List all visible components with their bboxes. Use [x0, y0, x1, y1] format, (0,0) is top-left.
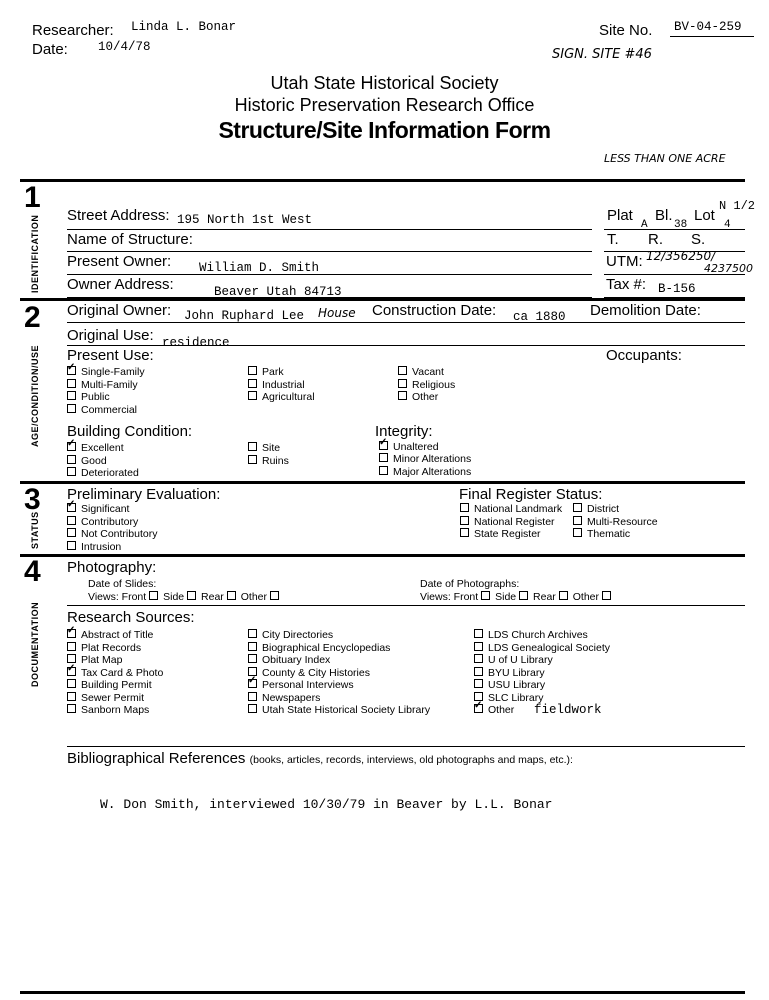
src-tax-card[interactable]: ✓Tax Card & Photo: [67, 667, 163, 679]
section-1-number: 1: [24, 181, 41, 214]
org-line2: Historic Preservation Research Office: [234, 95, 535, 115]
street-value: 195 North 1st West: [177, 213, 313, 227]
present-use-label: Present Use:: [67, 347, 154, 364]
checkbox-icon[interactable]: [227, 591, 236, 600]
form-title: Structure/Site Information Form: [218, 117, 551, 143]
range-label: R.: [648, 231, 663, 248]
section-2-title: AGE/CONDITION/USE: [30, 344, 40, 447]
structure-label: Name of Structure:: [67, 231, 193, 248]
checkbox-icon[interactable]: [474, 667, 483, 676]
owner-address-label: Owner Address:: [67, 276, 174, 293]
prelim-contributory[interactable]: Contributory: [67, 516, 138, 528]
building-condition-label: Building Condition:: [67, 423, 193, 440]
biblio-label: Bibliographical References: [67, 750, 246, 767]
owner-value: William D. Smith: [199, 261, 320, 275]
section-4-number: 4: [24, 555, 41, 588]
checkbox-icon[interactable]: [248, 692, 257, 701]
date-of-slides-label: Date of Slides:: [88, 578, 157, 590]
checkbox-icon[interactable]: [67, 679, 76, 688]
date-value: 10/4/78: [98, 40, 151, 54]
src-obituary-index[interactable]: Obituary Index: [248, 654, 330, 666]
checkbox-icon[interactable]: [474, 629, 483, 638]
checkbox-icon[interactable]: [67, 379, 76, 388]
src-sewer-permit[interactable]: Sewer Permit: [67, 692, 144, 704]
section-1-title: IDENTIFICATION: [30, 214, 40, 293]
checkbox-icon[interactable]: [187, 591, 196, 600]
condition-site[interactable]: Site: [248, 442, 280, 454]
checkbox-icon[interactable]: [379, 466, 388, 475]
src-county-city-histories[interactable]: County & City Histories: [248, 667, 370, 679]
checkbox-icon[interactable]: [67, 642, 76, 651]
biblio-label-small: (books, articles, records, interviews, old photographs and maps, etc.):: [249, 754, 573, 766]
checkbox-checked-icon[interactable]: [379, 441, 388, 450]
checkbox-icon[interactable]: [149, 591, 158, 600]
photos-views-row: Views: Front Side Rear Other: [420, 591, 616, 603]
section-3-number: 3: [24, 483, 41, 516]
checkbox-icon[interactable]: [67, 516, 76, 525]
src-other-value: fieldwork: [534, 703, 602, 717]
checkbox-icon[interactable]: [379, 453, 388, 462]
tax-value: B-156: [658, 282, 696, 296]
condition-ruins[interactable]: Ruins: [248, 455, 289, 467]
src-sanborn-maps[interactable]: Sanborn Maps: [67, 704, 149, 716]
checkbox-icon[interactable]: [67, 528, 76, 537]
biblio-entry: W. Don Smith, interviewed 10/30/79 in Beaver by L.L. Bonar: [100, 797, 553, 812]
checkbox-icon[interactable]: [573, 528, 582, 537]
condition-deteriorated[interactable]: Deteriorated: [67, 467, 139, 479]
date-of-photographs-label: Date of Photographs:: [420, 578, 520, 590]
checkbox-icon[interactable]: [67, 692, 76, 701]
original-use-label: Original Use:: [67, 327, 154, 344]
checkbox-icon[interactable]: [248, 391, 257, 400]
integrity-unaltered[interactable]: ✓Unaltered: [379, 441, 439, 453]
checkbox-icon[interactable]: [519, 591, 528, 600]
checkbox-icon[interactable]: [67, 467, 76, 476]
final-national-landmark[interactable]: National Landmark: [460, 503, 562, 515]
integrity-major[interactable]: Major Alterations: [379, 466, 471, 478]
checkbox-icon[interactable]: [270, 591, 279, 600]
src-plat-map[interactable]: Plat Map: [67, 654, 122, 666]
use-religious[interactable]: Religious: [398, 379, 455, 391]
src-lds-archives[interactable]: LDS Church Archives: [474, 629, 588, 641]
checkbox-icon[interactable]: [474, 679, 483, 688]
src-u-of-u-library[interactable]: U of U Library: [474, 654, 553, 666]
use-park[interactable]: Park: [248, 366, 284, 378]
occupants-label: Occupants:: [606, 347, 682, 364]
use-public[interactable]: Public: [67, 391, 110, 403]
checkbox-icon[interactable]: [67, 654, 76, 663]
site-hand-note: SIGN. SITE #46: [552, 47, 652, 62]
checkbox-icon[interactable]: [67, 541, 76, 550]
final-thematic[interactable]: Thematic: [573, 528, 630, 540]
final-district[interactable]: District: [573, 503, 619, 515]
preliminary-evaluation-label: Preliminary Evaluation:: [67, 486, 221, 503]
prelim-intrusion[interactable]: Intrusion: [67, 541, 121, 553]
checkbox-icon[interactable]: [460, 528, 469, 537]
checkbox-icon[interactable]: [460, 516, 469, 525]
src-slc-library[interactable]: SLC Library: [474, 692, 543, 704]
prelim-not-contributory[interactable]: Not Contributory: [67, 528, 157, 540]
checkbox-checked-icon[interactable]: [67, 366, 76, 375]
src-lds-genealogical[interactable]: LDS Genealogical Society: [474, 642, 610, 654]
checkbox-checked-icon[interactable]: [67, 667, 76, 676]
checkbox-icon[interactable]: [398, 379, 407, 388]
research-sources-label: Research Sources:: [67, 609, 195, 626]
utm-value: 12/356250/: [646, 249, 716, 263]
use-multi-family[interactable]: Multi-Family: [67, 379, 138, 391]
checkbox-checked-icon[interactable]: [474, 704, 483, 713]
condition-good[interactable]: Good: [67, 455, 107, 467]
construction-date-label: Construction Date:: [372, 302, 497, 319]
owner-address-value: Beaver Utah 84713: [214, 285, 342, 299]
checkbox-icon[interactable]: [398, 391, 407, 400]
original-use-value: residence: [162, 336, 230, 350]
checkbox-icon[interactable]: [460, 503, 469, 512]
src-building-permit[interactable]: Building Permit: [67, 679, 152, 691]
checkbox-checked-icon[interactable]: [67, 503, 76, 512]
plat-value: A: [641, 219, 648, 231]
src-abstract-of-title[interactable]: ✓Abstract of Title: [67, 629, 153, 641]
section-4-title: DOCUMENTATION: [30, 601, 40, 687]
checkbox-icon[interactable]: [67, 704, 76, 713]
checkbox-icon[interactable]: [67, 404, 76, 413]
use-industrial[interactable]: Industrial: [248, 379, 305, 391]
checkbox-checked-icon[interactable]: [67, 442, 76, 451]
original-owner-value: John Ruphard Lee: [184, 309, 305, 323]
checkbox-icon[interactable]: [481, 591, 490, 600]
utm-value-2: 4237500: [704, 262, 753, 275]
section-2-number: 2: [24, 301, 41, 334]
block-value: 38: [674, 219, 688, 231]
slides-views-row: Views: Front Side Rear Other: [88, 591, 284, 603]
researcher-label: Researcher:: [32, 22, 114, 39]
src-byu-library[interactable]: BYU Library: [474, 667, 545, 679]
checkbox-icon[interactable]: [602, 591, 611, 600]
final-national-register[interactable]: National Register: [460, 516, 555, 528]
checkbox-icon[interactable]: [248, 442, 257, 451]
photography-label: Photography:: [67, 559, 157, 576]
section-3-title: STATUS: [30, 511, 40, 549]
utm-label: UTM:: [606, 253, 643, 270]
checkbox-icon[interactable]: [67, 455, 76, 464]
owner-label: Present Owner:: [67, 253, 172, 270]
site-no-value: BV-04-259: [674, 20, 742, 34]
final-state-register[interactable]: State Register: [460, 528, 541, 540]
bibliographical-references: [67, 750, 573, 767]
integrity-label: Integrity:: [375, 423, 433, 440]
org-line1: Utah State Historical Society: [270, 73, 499, 93]
checkbox-icon[interactable]: [248, 704, 257, 713]
src-personal-interviews[interactable]: ✓Personal Interviews: [248, 679, 354, 691]
demolition-date-label: Demolition Date:: [590, 302, 701, 319]
checkbox-icon[interactable]: [248, 379, 257, 388]
original-owner-hand: House: [318, 306, 356, 320]
checkbox-icon[interactable]: [573, 503, 582, 512]
src-biographical[interactable]: Biographical Encyclopedias: [248, 642, 390, 654]
lot-label: Lot: [694, 207, 715, 224]
checkbox-icon[interactable]: [67, 391, 76, 400]
use-other[interactable]: Other: [398, 391, 438, 403]
checkbox-icon[interactable]: [474, 654, 483, 663]
use-commercial[interactable]: Commercial: [67, 404, 137, 416]
checkbox-icon[interactable]: [559, 591, 568, 600]
street-label: Street Address:: [67, 207, 170, 224]
prelim-significant[interactable]: ✓Significant: [67, 503, 129, 515]
lot-value: 4: [724, 219, 731, 231]
plat-label: Plat: [607, 207, 633, 224]
township-label: T.: [607, 231, 619, 248]
section-label: S.: [691, 231, 706, 248]
checkbox-icon[interactable]: [248, 455, 257, 464]
src-usu-library[interactable]: USU Library: [474, 679, 545, 691]
integrity-minor[interactable]: Minor Alterations: [379, 453, 471, 465]
src-city-directories[interactable]: City Directories: [248, 629, 333, 641]
checkbox-icon[interactable]: [248, 366, 257, 375]
checkbox-icon[interactable]: [248, 654, 257, 663]
use-vacant[interactable]: Vacant: [398, 366, 444, 378]
checkbox-icon[interactable]: [474, 642, 483, 651]
block-label: Bl.: [655, 207, 673, 224]
src-plat-records[interactable]: Plat Records: [67, 642, 141, 654]
src-ushs-library[interactable]: Utah State Historical Society Library: [248, 704, 430, 716]
checkbox-icon[interactable]: [248, 629, 257, 638]
tax-label: Tax #:: [606, 276, 647, 293]
final-register-status-label: Final Register Status:: [459, 486, 603, 503]
checkbox-checked-icon[interactable]: [248, 679, 257, 688]
final-multi-resource[interactable]: Multi-Resource: [573, 516, 658, 528]
src-other[interactable]: ✓Other: [474, 704, 514, 716]
checkbox-icon[interactable]: [248, 642, 257, 651]
checkbox-icon[interactable]: [573, 516, 582, 525]
acre-note: LESS THAN ONE ACRE: [604, 152, 726, 165]
date-label: Date:: [32, 41, 68, 58]
src-newspapers[interactable]: Newspapers: [248, 692, 320, 704]
lot-note: N 1/2: [719, 199, 756, 213]
site-no-label: Site No.: [599, 22, 653, 39]
construction-date-value: ca 1880: [513, 310, 566, 324]
use-agricultural[interactable]: Agricultural: [248, 391, 315, 403]
checkbox-icon[interactable]: [398, 366, 407, 375]
condition-excellent[interactable]: ✓Excellent: [67, 442, 124, 454]
checkbox-checked-icon[interactable]: [67, 629, 76, 638]
researcher-value: Linda L. Bonar: [131, 20, 237, 34]
use-single-family[interactable]: ✓Single-Family: [67, 366, 145, 378]
original-owner-label: Original Owner:: [67, 302, 172, 319]
